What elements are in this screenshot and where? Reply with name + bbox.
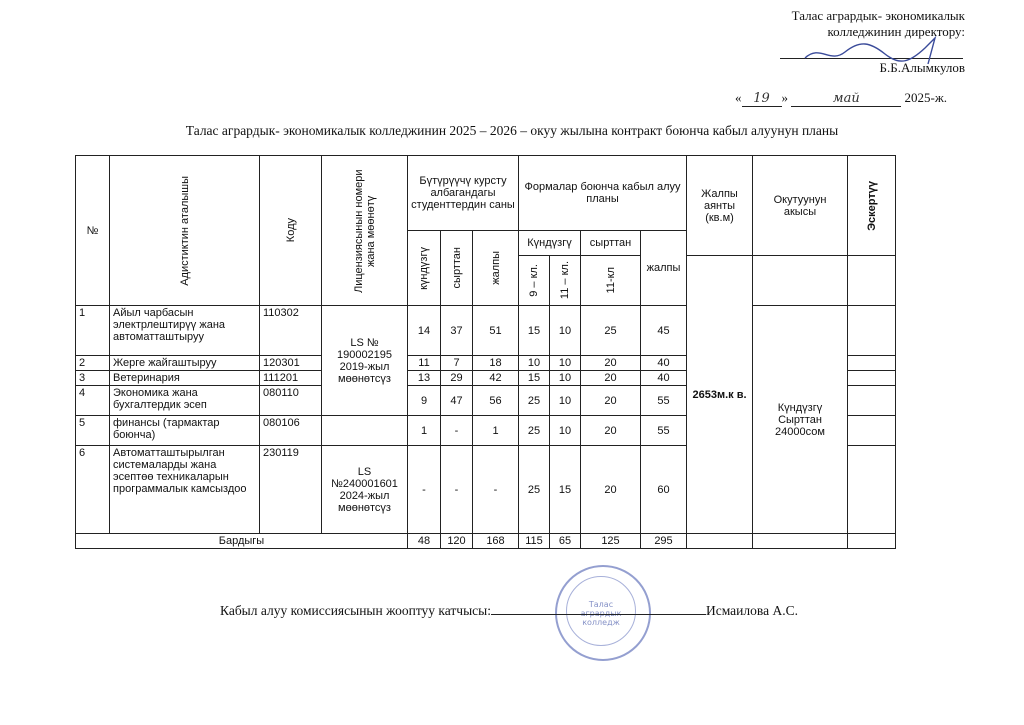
table-row: 1 Айыл чарбасын электрлештирүү жана автоматташтыруу 110302 LS № 190002195 2019-жыл мөөнөтсүз 14 37 51 15 10 25 45 Күндүзгү Сырттан 24000сом — [76, 306, 896, 356]
table-row: 5 финансы (тармактар боюнча) 080106 1 - 1 25 10 20 55 — [76, 416, 896, 446]
footer — [220, 603, 940, 619]
header-note: Эскертүү — [848, 156, 896, 256]
header-plan: Формалар боюнча кабыл алуу планы — [519, 156, 687, 231]
header-area: Жалпы аянты (кв.м) — [687, 156, 753, 256]
header-grade11b: 11-кл — [581, 256, 641, 306]
header-license: Лицензиясынын номери жана мөөнөтү — [322, 156, 408, 306]
header-specialty: Адистиктин аталышы — [110, 156, 260, 306]
admission-plan-table — [75, 155, 896, 549]
header-num: № — [76, 156, 110, 306]
header-plan-fulltime: Күндүзгү — [519, 231, 581, 256]
license-1: LS № 190002195 2019-жыл мөөнөтсүз — [322, 306, 408, 416]
secretary-name: Исмаилова А.С. — [705, 603, 798, 618]
header-fulltime: күндүзгү — [408, 231, 441, 306]
date-year: 2025-ж. — [904, 90, 948, 105]
signature-blank — [491, 614, 706, 615]
table-row: 6 Автоматташтырылган системаларды жана эсептөө техникаларын программалык камсыздоо 230119 LS №240001601 2024-жыл мөөнөтсүз - - - 25 15 20 60 — [76, 446, 896, 534]
license-2: LS №240001601 2024-жыл мөөнөтсүз — [322, 446, 408, 534]
table-row: 3 Ветеринария 111201 13 29 42 15 10 20 40 — [76, 371, 896, 386]
approval-line-2: колледжинин директору: — [827, 24, 965, 39]
page-title: Талас агрардык- экономикалык колледжинин 2025 – 2026 – окуу жылына контракт боюнча кабыл алуунун планы — [185, 123, 839, 138]
totals-label: Бардыгы — [76, 534, 408, 549]
header-distance: сырттан — [441, 231, 473, 306]
header-code: Коду — [260, 156, 322, 306]
header-grade11a: 11 – кл. — [550, 256, 581, 306]
stamp-text: Талас агрардык колледж — [580, 600, 622, 627]
approval-line-1: Талас агрардык- экономикалык — [791, 8, 965, 23]
director-name: Б.Б.Алымкулов — [879, 60, 965, 75]
header-fee: Окутуунун акысы — [753, 156, 848, 256]
date-month: май — [791, 91, 901, 107]
director-signature-icon — [800, 34, 950, 70]
table-row: 2 Жерге жайгаштыруу 120301 11 7 18 10 10 20 40 — [76, 356, 896, 371]
header-plan-total: жалпы — [641, 231, 687, 306]
area-value: 2653м.к в. — [687, 256, 753, 534]
header-grade9: 9 – кл. — [519, 256, 550, 306]
fee-value: Күндүзгү Сырттан 24000сом — [753, 306, 848, 534]
date-day: 19 — [742, 91, 782, 107]
approval-date: « 19 » май 2025-ж. — [735, 90, 948, 106]
table-row: 4 Экономика жана бухгалтердик эсеп 080110 9 47 56 25 10 20 55 — [76, 386, 896, 416]
totals-row: Бардыгы 48 120 168 115 65 125 295 — [76, 534, 896, 549]
header-total: жалпы — [473, 231, 519, 306]
footer-label: Кабыл алуу комиссиясынын жооптуу катчысы: — [220, 603, 491, 618]
header-plan-distance: сырттан — [581, 231, 641, 256]
header-graduating: Бүтүрүүчү курсту албагандагы студенттердин саны — [408, 156, 519, 231]
